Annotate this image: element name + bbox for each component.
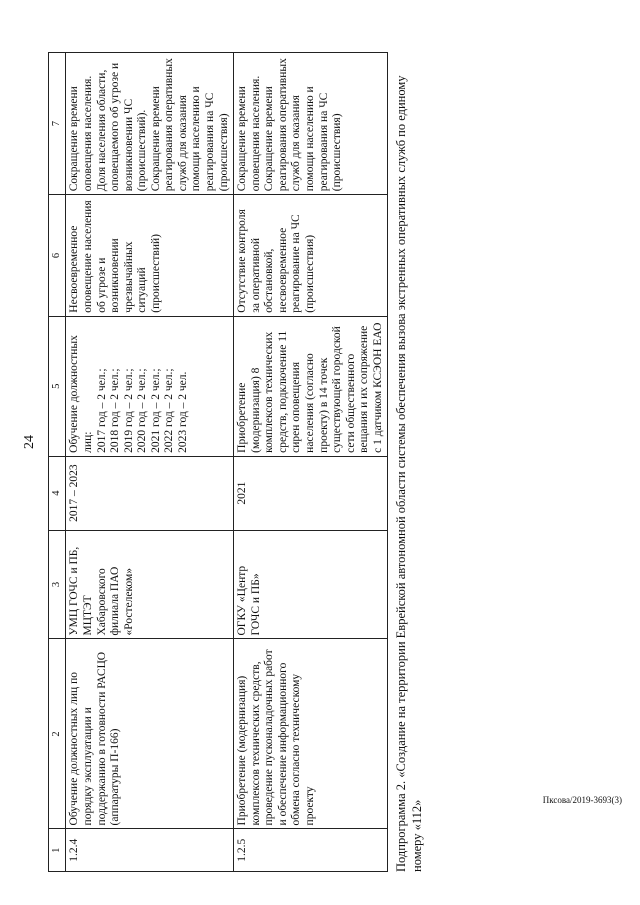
result-cell <box>234 316 388 456</box>
header-cell: 1 <box>49 829 66 872</box>
row-number: 1.2.5 <box>234 829 388 872</box>
consequences-cell: Отсутствие контроля за оперативной обстановкой, несвоевременное реагирование на ЧС (происшествия) <box>234 195 388 316</box>
executor-cell: УМЦ ГОЧС и ПБ, МЦТЭТ Хабаровского филиала ПАО «Ростелеком» <box>66 530 234 639</box>
executor-cell: ОГКУ «Центр ГОЧС и ПБ» <box>234 530 388 639</box>
header-cell: 4 <box>49 456 66 530</box>
document-id: Пксова/2019-3693(3) <box>542 795 622 805</box>
result-line: 2020 год – 2 чел.; <box>136 368 149 453</box>
result-line: 2023 год – 2 чел. <box>176 371 189 453</box>
header-cell: 7 <box>49 53 66 195</box>
row-number: 1.2.4 <box>66 829 234 872</box>
result-line: 2021 год – 2 чел.; <box>149 368 162 453</box>
rotated-table-area <box>48 52 528 872</box>
table-row <box>66 53 234 872</box>
indicator-link-cell: Сокращение времени оповещения населения. Сокращение времени реагирования оперативных служб для оказания помощи населению и реагирования на ЧС (происшествия) <box>234 53 388 195</box>
result-line: Приобретение (модернизация) 8 комплексов технических средств, подключение 11 сирен оповещения населения (согласно проекту) в 14 точек существующей городской сети общественного вещания и их сопряжение с 1 датчиком КСЭОН ЕАО <box>236 322 384 453</box>
result-line: 2022 год – 2 чел.; <box>163 368 176 453</box>
header-row <box>49 53 66 872</box>
result-cell <box>66 316 234 456</box>
result-line: Обучение должностных лиц: <box>68 335 94 453</box>
header-cell: 6 <box>49 195 66 316</box>
table-row <box>234 53 388 872</box>
measure-cell: Приобретение (модернизация) комплексов технических средств, проведение пусконаладочных работ и обеспечение информационного обмена согласно техническому проекту <box>234 639 388 829</box>
consequences-cell: Несвоевременное оповещение населения об угрозе и возникновении чрезвычайных ситуаций (происшествий) <box>66 195 234 316</box>
period-cell: 2017 – 2023 <box>66 456 234 530</box>
page-number: 24 <box>22 435 37 449</box>
result-line: 2018 год – 2 чел.; <box>109 368 122 453</box>
measure-cell: Обучение должностных лиц по порядку эксплуатации и поддержанию в готовности РАСЦО (аппаратуры П-166) <box>66 639 234 829</box>
result-line: 2019 год – 2 чел.; <box>122 368 135 453</box>
header-cell: 5 <box>49 316 66 456</box>
program-table <box>48 52 388 872</box>
subprogram-heading: Подпрограмма 2. «Создание на территории Еврейской автономной области системы обеспечения вызова экстренных оперативных служб по единому номеру «112» <box>394 75 424 872</box>
indicator-link-cell: Сокращение времени оповещения населения. Доля населения области, оповещаемого об угрозе и возникновении ЧС (происшествий). Сокращение времени реагирования оперативных служб для оказания помощи населению и реагирования на ЧС (происшествия) <box>66 53 234 195</box>
header-cell: 3 <box>49 530 66 639</box>
result-line: 2017 год – 2 чел.; <box>95 368 108 453</box>
period-cell: 2021 <box>234 456 388 530</box>
header-cell: 2 <box>49 639 66 829</box>
